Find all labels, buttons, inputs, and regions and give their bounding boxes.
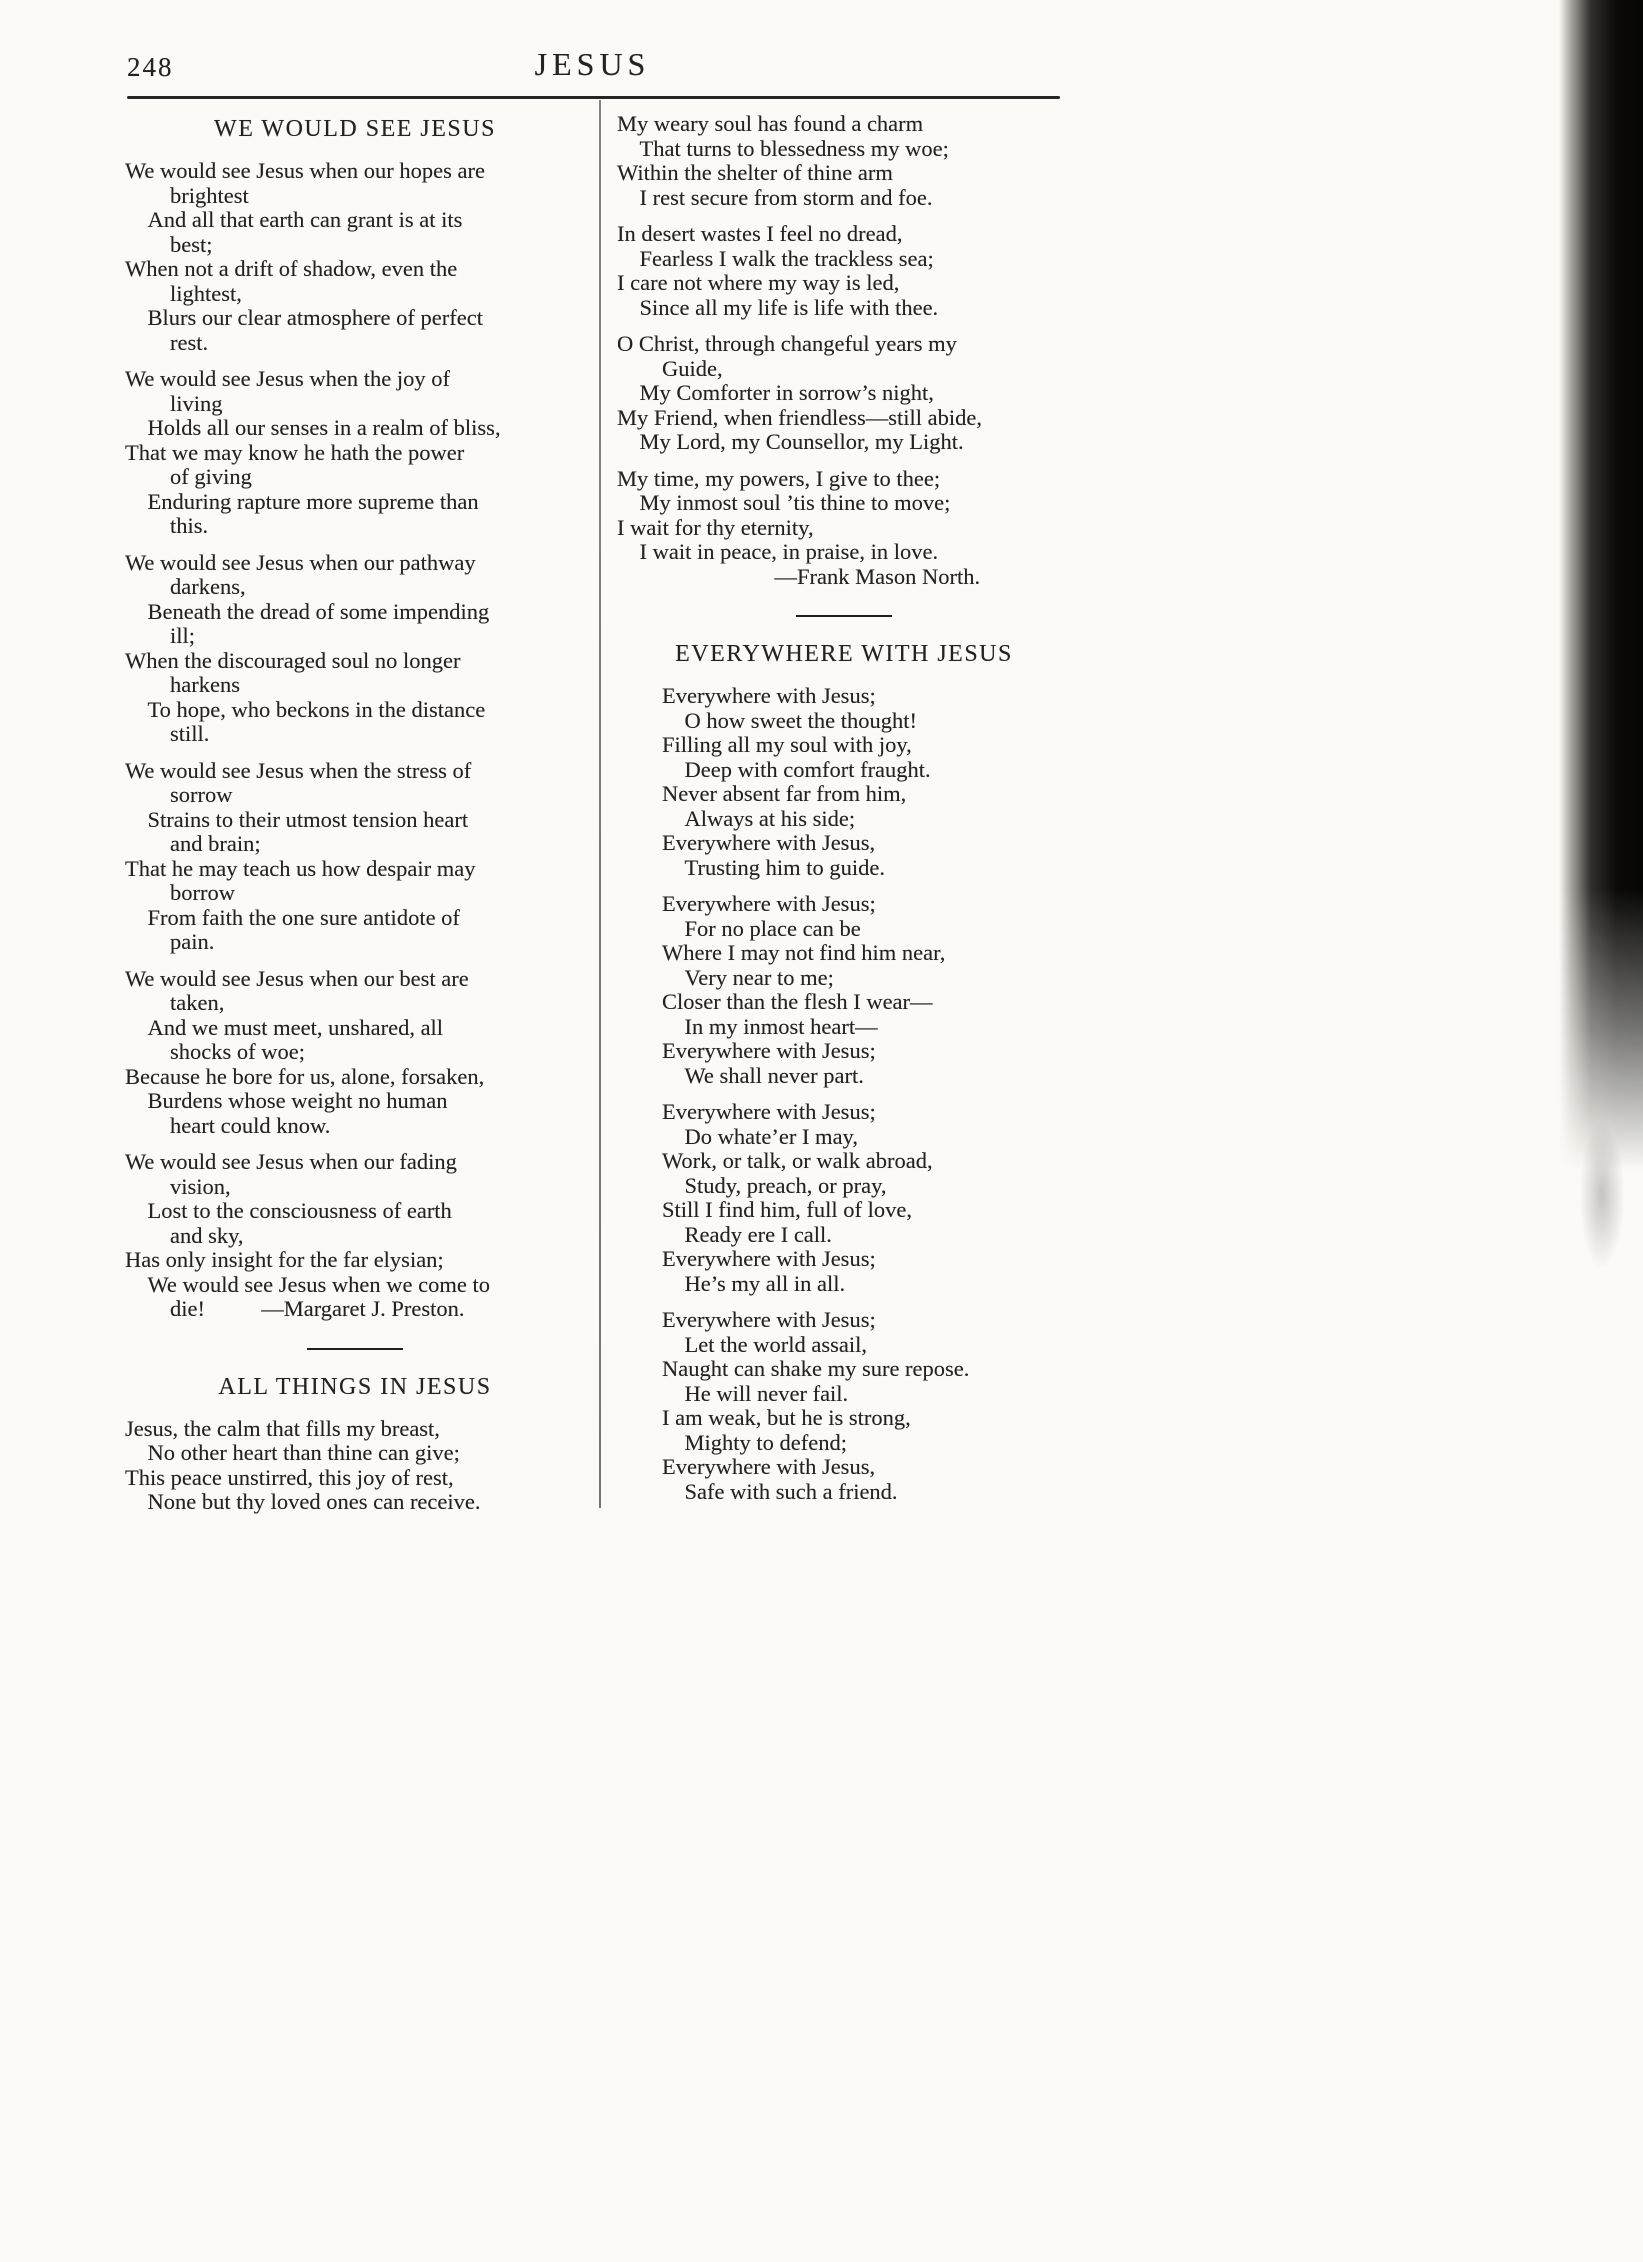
column-divider-line <box>599 100 601 1508</box>
poem-line: and sky, <box>125 1222 244 1248</box>
poem-title-we-would-see-jesus: WE WOULD SEE JESUS <box>214 116 496 142</box>
poem-line: I wait for thy eternity, <box>617 514 814 540</box>
poem-line: We would see Jesus when our best are <box>125 965 469 991</box>
page-number: 248 <box>127 52 174 82</box>
poem-line: Everywhere with Jesus; <box>617 1099 876 1124</box>
poem-line: vision, <box>125 1173 231 1199</box>
poem-stanza <box>125 759 585 955</box>
poem-line: Very near to me; <box>617 964 834 990</box>
header-rule <box>127 96 1060 99</box>
poem-line: Safe with such a friend. <box>617 1478 898 1504</box>
poem-line: of giving <box>125 464 252 489</box>
poem-line: Everywhere with Jesus; <box>617 891 876 916</box>
poem-line: When the discouraged soul no longer <box>125 647 461 673</box>
poem-line: ill; <box>125 623 196 648</box>
poem-line: living <box>125 390 223 416</box>
poem-line: He’s my all in all. <box>617 1270 846 1296</box>
poem-line: In my inmost heart— <box>617 1013 878 1039</box>
poem-line: We shall never part. <box>617 1062 864 1088</box>
poem-stanza <box>617 112 1071 210</box>
poem-line: Work, or talk, or walk abroad, <box>617 1148 933 1173</box>
poem-line: When not a drift of shadow, even the <box>125 256 458 281</box>
poem-line: That turns to blessedness my woe; <box>617 135 949 161</box>
poem-line: My Lord, my Counsellor, my Light. <box>617 429 964 454</box>
poem-line: That he may teach us how despair may <box>125 855 476 881</box>
poem-line: I care not where my way is led, <box>617 270 900 295</box>
poem-line: Closer than the flesh I wear— <box>617 989 933 1014</box>
poem-stanza <box>617 1100 1071 1296</box>
poem-line: brightest <box>125 182 249 208</box>
poem-line: shocks of woe; <box>125 1039 305 1064</box>
poem-line: Jesus, the calm that fills my breast, <box>125 1415 440 1441</box>
poem-line: O how sweet the thought! <box>617 707 917 733</box>
poem-line: O Christ, through changeful years my <box>617 331 957 356</box>
poem-line: My weary soul has found a charm <box>617 111 924 136</box>
poem-line: Everywhere with Jesus; <box>617 1038 876 1063</box>
poem-line: Let the world assail, <box>617 1331 867 1357</box>
poem-line: and brain; <box>125 831 261 856</box>
poem-line: Everywhere with Jesus; <box>617 1246 876 1271</box>
poem-body-all-things-in-jesus <box>125 1417 585 1515</box>
right-column <box>617 112 1071 1516</box>
poem-line: Trusting him to guide. <box>617 854 885 880</box>
poem-line: Guide, <box>617 355 723 381</box>
poem-line: To hope, who beckons in the distance <box>125 696 486 722</box>
poem-line: None but thy loved ones can receive. <box>125 1489 481 1514</box>
poem-line: This peace unstirred, this joy of rest, <box>125 1464 454 1490</box>
poem-line: rest. <box>125 329 209 355</box>
section-divider <box>796 615 892 617</box>
poem-stanza <box>125 551 585 747</box>
poem-line: Everywhere with Jesus; <box>617 683 876 708</box>
poem-line: best; <box>125 231 213 257</box>
poem-line: We would see Jesus when our pathway <box>125 549 476 575</box>
poem-line: Everywhere with Jesus, <box>617 1454 876 1479</box>
poem-stanza <box>125 1417 585 1515</box>
poem-line: I am weak, but he is strong, <box>617 1405 911 1430</box>
section-divider <box>307 1348 403 1350</box>
poem-stanza <box>617 684 1071 880</box>
poem-line: For no place can be <box>617 915 861 941</box>
poem-line: Deep with comfort fraught. <box>617 756 931 782</box>
poem-line: sorrow <box>125 782 233 807</box>
poem-body-all-things-in-jesus-continued <box>617 112 1071 589</box>
poem-line: Naught can shake my sure repose. <box>617 1356 970 1381</box>
poem-line: Study, preach, or pray, <box>617 1172 887 1198</box>
poem-line: Has only insight for the far elysian; <box>125 1247 444 1272</box>
poem-line: Filling all my soul with joy, <box>617 732 912 757</box>
poem-line: still. <box>125 721 210 746</box>
poem-body-we-would-see-jesus <box>125 159 585 1322</box>
poem-stanza <box>617 1308 1071 1504</box>
poem-line: Since all my life is life with thee. <box>617 294 939 320</box>
poem-line: Within the shelter of thine arm <box>617 160 893 185</box>
poem-line: Strains to their utmost tension heart <box>125 806 469 832</box>
poem-line: Because he bore for us, alone, forsaken, <box>125 1063 485 1089</box>
poem-stanza <box>617 467 1071 590</box>
poem-line: Lost to the consciousness of earth <box>125 1198 452 1223</box>
poem-line: No other heart than thine can give; <box>125 1440 460 1465</box>
poem-line: harkens <box>125 672 240 697</box>
left-column <box>125 112 585 1527</box>
poem-stanza <box>125 159 585 355</box>
poem-line: Burdens whose weight no human <box>125 1088 448 1113</box>
poem-line: die! —Margaret J. Preston. <box>125 1296 465 1321</box>
poem-line: I rest secure from storm and foe. <box>617 184 933 210</box>
poem-line: Where I may not find him near, <box>617 940 946 965</box>
poem-line: I wait in peace, in praise, in love. <box>617 539 939 564</box>
poem-line: taken, <box>125 990 225 1015</box>
scan-gutter-shadow <box>1559 0 1643 1170</box>
poem-line: this. <box>125 513 209 538</box>
poem-stanza <box>617 222 1071 320</box>
poem-line: That we may know he hath the power <box>125 439 465 465</box>
poem-line: Never absent far from him, <box>617 781 907 806</box>
poem-line: Holds all our senses in a realm of bliss, <box>125 415 501 440</box>
poem-line: —Frank Mason North. <box>617 563 981 589</box>
poem-line: Fearless I walk the trackless sea; <box>617 245 934 271</box>
poem-line: We would see Jesus when our fading <box>125 1149 457 1174</box>
poem-line: Everywhere with Jesus, <box>617 830 876 855</box>
poem-line: He will never fail. <box>617 1380 849 1406</box>
running-head: JESUS <box>534 46 651 82</box>
poem-line: heart could know. <box>125 1112 331 1138</box>
poem-line: Ready ere I call. <box>617 1221 832 1247</box>
poem-title-everywhere-with-jesus: EVERYWHERE WITH JESUS <box>675 641 1013 667</box>
poem-line: We would see Jesus when the stress of <box>125 757 472 783</box>
poem-line: borrow <box>125 880 235 905</box>
poem-stanza <box>617 892 1071 1088</box>
poem-line: Enduring rapture more supreme than <box>125 488 479 514</box>
poem-line: Still I find him, full of love, <box>617 1197 912 1222</box>
poem-line: Always at his side; <box>617 805 856 831</box>
poem-line: darkens, <box>125 574 246 599</box>
poem-line: From faith the one sure antidote of <box>125 904 460 930</box>
poem-line: My Friend, when friendless—still abide, <box>617 404 982 430</box>
poem-line: Everywhere with Jesus; <box>617 1307 876 1332</box>
poem-body-everywhere-with-jesus <box>617 684 1071 1504</box>
poem-stanza <box>125 367 585 539</box>
scan-smudge <box>1579 1120 1625 1270</box>
poem-line: My Comforter in sorrow’s night, <box>617 380 934 405</box>
poem-line: In desert wastes I feel no dread, <box>617 221 903 246</box>
poem-line: Beneath the dread of some impending <box>125 598 490 624</box>
poem-line: And all that earth can grant is at its <box>125 207 463 232</box>
poem-line: Mighty to defend; <box>617 1429 847 1455</box>
poem-line: My inmost soul ’tis thine to move; <box>617 490 951 515</box>
poem-line: We would see Jesus when we come to <box>125 1271 490 1297</box>
poem-stanza <box>617 332 1071 455</box>
poem-line: And we must meet, unshared, all <box>125 1014 444 1040</box>
poem-line: We would see Jesus when the joy of <box>125 366 450 391</box>
poem-stanza <box>125 1150 585 1322</box>
poem-line: lightest, <box>125 280 242 306</box>
poem-line: We would see Jesus when our hopes are <box>125 158 485 183</box>
poem-line: Do whate’er I may, <box>617 1123 858 1149</box>
poem-stanza <box>125 967 585 1139</box>
poem-title-all-things-in-jesus: ALL THINGS IN JESUS <box>218 1373 492 1400</box>
poem-line: My time, my powers, I give to thee; <box>617 465 941 491</box>
poem-line: pain. <box>125 929 215 954</box>
poem-line: Blurs our clear atmosphere of perfect <box>125 305 483 330</box>
